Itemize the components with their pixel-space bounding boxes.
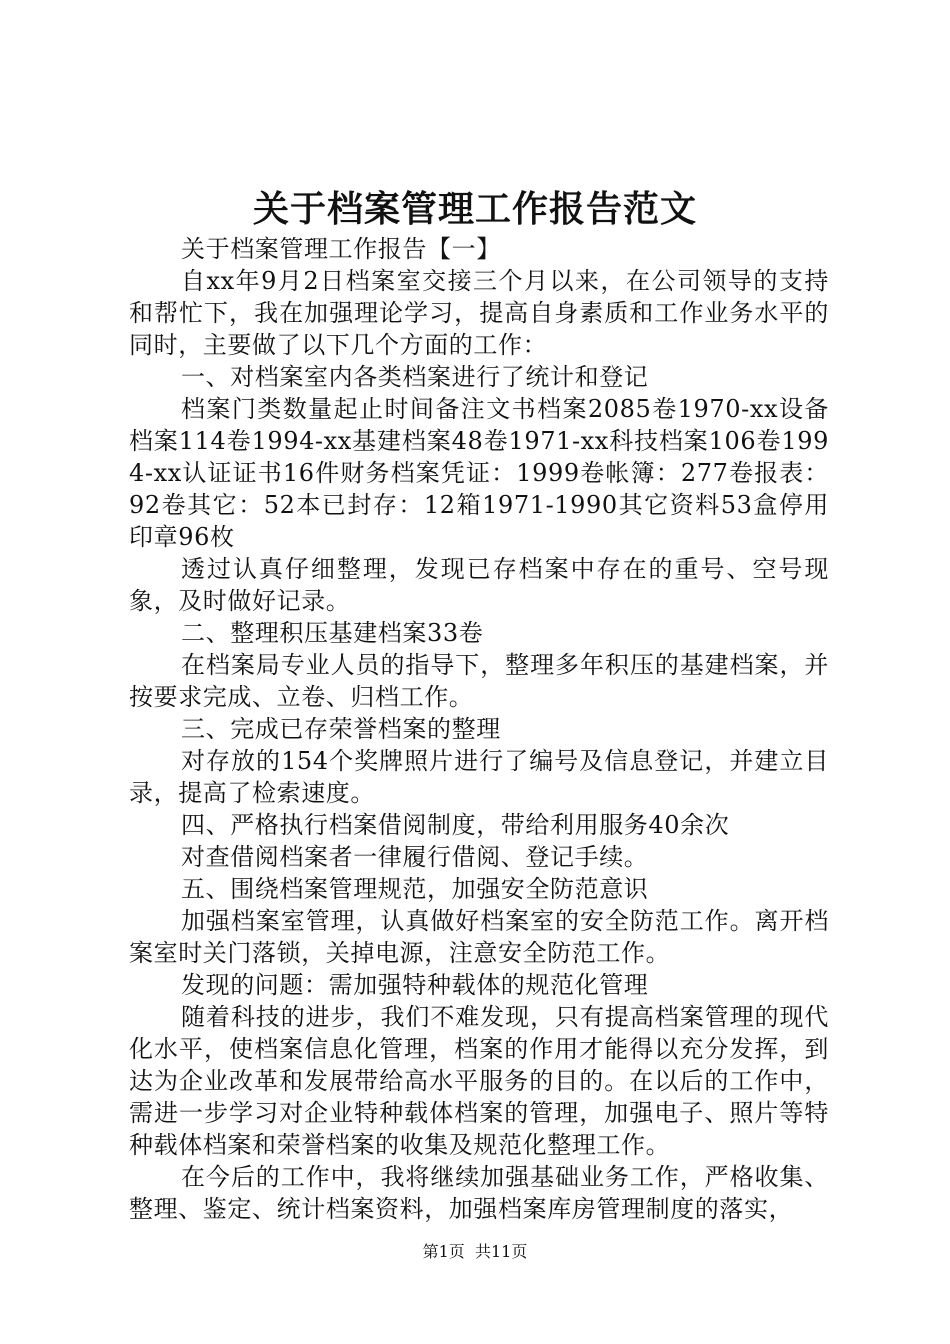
paragraph: 透过认真仔细整理，发现已存档案中存在的重号、空号现象，及时做好记录。 (129, 555, 829, 615)
section-heading: 关于档案管理工作报告【一】 (181, 235, 501, 263)
page-footer (0, 1240, 950, 1264)
section-heading: 一、对档案室内各类档案进行了统计和登记 (181, 363, 649, 391)
section-heading: 四、严格执行档案借阅制度，带给利用服务40余次 (181, 811, 730, 839)
document-body (129, 233, 829, 1225)
section-heading: 五、围绕档案管理规范，加强安全防范意识 (181, 875, 649, 903)
paragraph: 对查借阅档案者一律履行借阅、登记手续。 (181, 843, 649, 871)
paragraph: 加强档案室管理，认真做好档案室的安全防范工作。离开档案室时关门落锁，关掉电源，注意安全防范工作。 (129, 907, 829, 967)
paragraph: 随着科技的进步，我们不难发现，只有提高档案管理的现代化水平，使档案信息化管理，档案的作用才能得以充分发挥，到达为企业改革和发展带给高水平服务的目的。在以后的工作中，需进一步学习对企业特种载体档案的管理，加强电子、照片等特种载体档案和荣誉档案的收集及规范化整理工作。 (129, 1003, 829, 1159)
footer-spacer (465, 1242, 475, 1261)
section-heading: 二、整理积压基建档案33卷 (181, 619, 484, 647)
section-heading: 发现的问题：需加强特种载体的规范化管理 (181, 971, 649, 999)
paragraph: 在档案局专业人员的指导下，整理多年积压的基建档案，并按要求完成、立卷、归档工作。 (129, 651, 829, 711)
document-title: 关于档案管理工作报告范文 (252, 188, 697, 230)
paragraph: 在今后的工作中，我将继续加强基础业务工作，严格收集、整理、鉴定、统计档案资料，加强档案库房管理制度的落实， (129, 1163, 829, 1223)
paragraph: 对存放的154个奖牌照片进行了编号及信息登记，并建立目录，提高了检索速度。 (129, 747, 829, 807)
paragraph: 自xx年9月2日档案室交接三个月以来，在公司领导的支持和帮忙下，我在加强理论学习，提高自身素质和工作业务水平的同时，主要做了以下几个方面的工作： (129, 267, 829, 359)
page-total: 共11页 (474, 1242, 528, 1261)
section-heading: 三、完成已存荣誉档案的整理 (181, 715, 501, 743)
paragraph: 档案门类数量起止时间备注文书档案2085卷1970-xx设备档案114卷1994-xx基建档案48卷1971-xx科技档案106卷1994-xx认证证书16件财务档案凭证：1999卷帐簿：277卷报表：92卷其它：52本已封存：12箱1971-1990其它资料53盒停用印章96枚 (129, 395, 829, 551)
page-number: 第1页 (422, 1242, 465, 1261)
